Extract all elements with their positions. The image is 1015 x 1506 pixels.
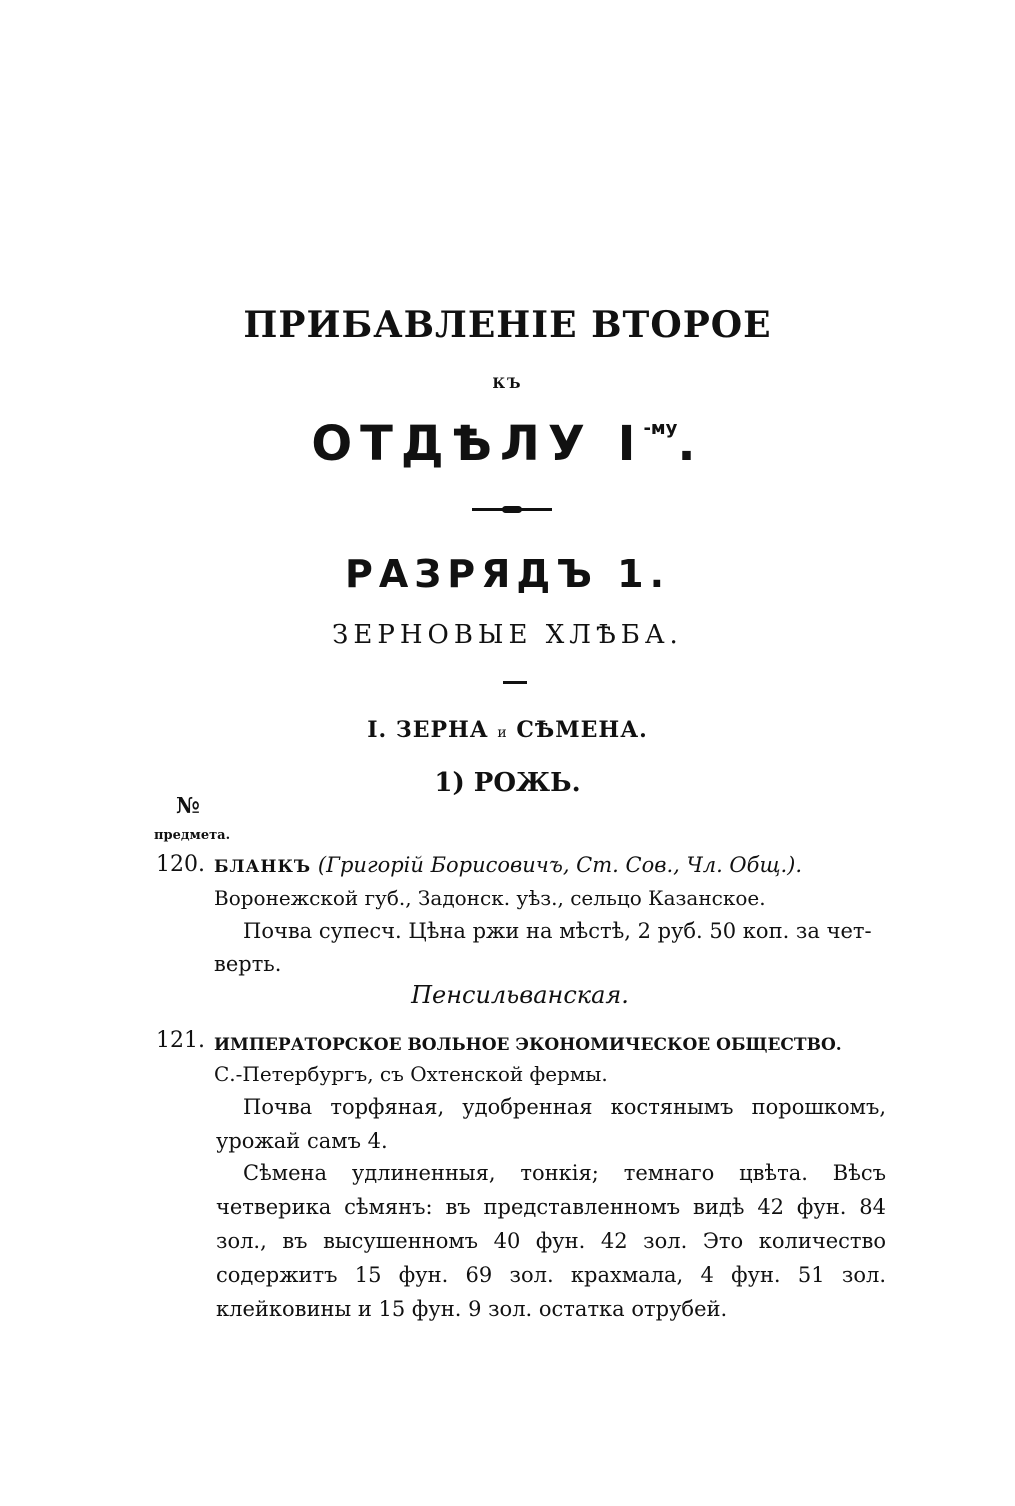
entry-author: БЛАНКЪ — [214, 857, 312, 877]
entry-location: С.-Петербургъ, съ Охтенской фермы. — [214, 1062, 608, 1086]
divider-rule — [503, 681, 527, 684]
entry-notes-continued: верть. — [214, 952, 282, 976]
entry-author-line — [214, 853, 802, 877]
entry-notes: Почва супесч. Цѣна ржи на мѣстѣ, 2 руб. 50 коп. за чет- — [243, 919, 872, 943]
number-sign-label: № — [176, 793, 200, 819]
subsection-heading: 1) РОЖЬ. — [434, 768, 581, 798]
category-name: ЗЕРНОВЫЕ ХЛѢБА. — [332, 620, 683, 650]
ornamental-rule — [472, 508, 552, 511]
section-rest: СѢМЕНА. — [516, 717, 648, 743]
section-conjunction: и — [497, 725, 508, 741]
section-heading — [0, 717, 1015, 743]
department-suffix: -му — [643, 418, 678, 439]
entry-author-details: (Григорій Борисовичъ, Ст. Сов., Чл. Общ.). — [317, 853, 803, 877]
page-title: ПРИБАВЛЕНІЕ ВТОРОЕ — [243, 304, 772, 346]
category-heading: РАЗРЯДЪ 1. — [344, 552, 671, 596]
department-text: ОТДѢЛУ І — [311, 416, 644, 472]
item-column-label: предмета. — [154, 828, 231, 843]
entry-number-121: 121. — [156, 1028, 205, 1053]
department-period: . — [677, 416, 704, 472]
entry-author-line — [214, 1031, 842, 1055]
section-number: I. ЗЕРНА — [367, 717, 489, 743]
entry-author: ИМПЕРАТОРСКОЕ ВОЛЬНОЕ ЭКОНОМИЧЕСКОЕ ОБЩЕСТВО. — [214, 1035, 842, 1055]
entry-variety: Пенсильванская. — [411, 981, 629, 1009]
entry-paragraph: Сѣмена удлиненныя, тонкія; темнаго цвѣта. Вѣсъ четверика сѣмянъ: въ представленномъ видѣ 42 фун. 84 зол., въ высушенномъ 40 фун. 42 зол. Это количество содержитъ 15 фун. 69 зол. крахмала, 4 фун. 51 зол. клейковины и 15 фун. 9 зол. остатка отрубей. — [216, 1161, 886, 1321]
entry-paragraph: Почва торфяная, удобренная костянымъ порошкомъ, урожай самъ 4. — [216, 1095, 886, 1153]
department-heading — [0, 416, 1015, 472]
entry-location: Воронежской губ., Задонск. уѣз., сельцо Казанское. — [214, 886, 766, 910]
entry-number-120: 120. — [156, 852, 205, 877]
preposition: КЪ — [492, 376, 523, 392]
